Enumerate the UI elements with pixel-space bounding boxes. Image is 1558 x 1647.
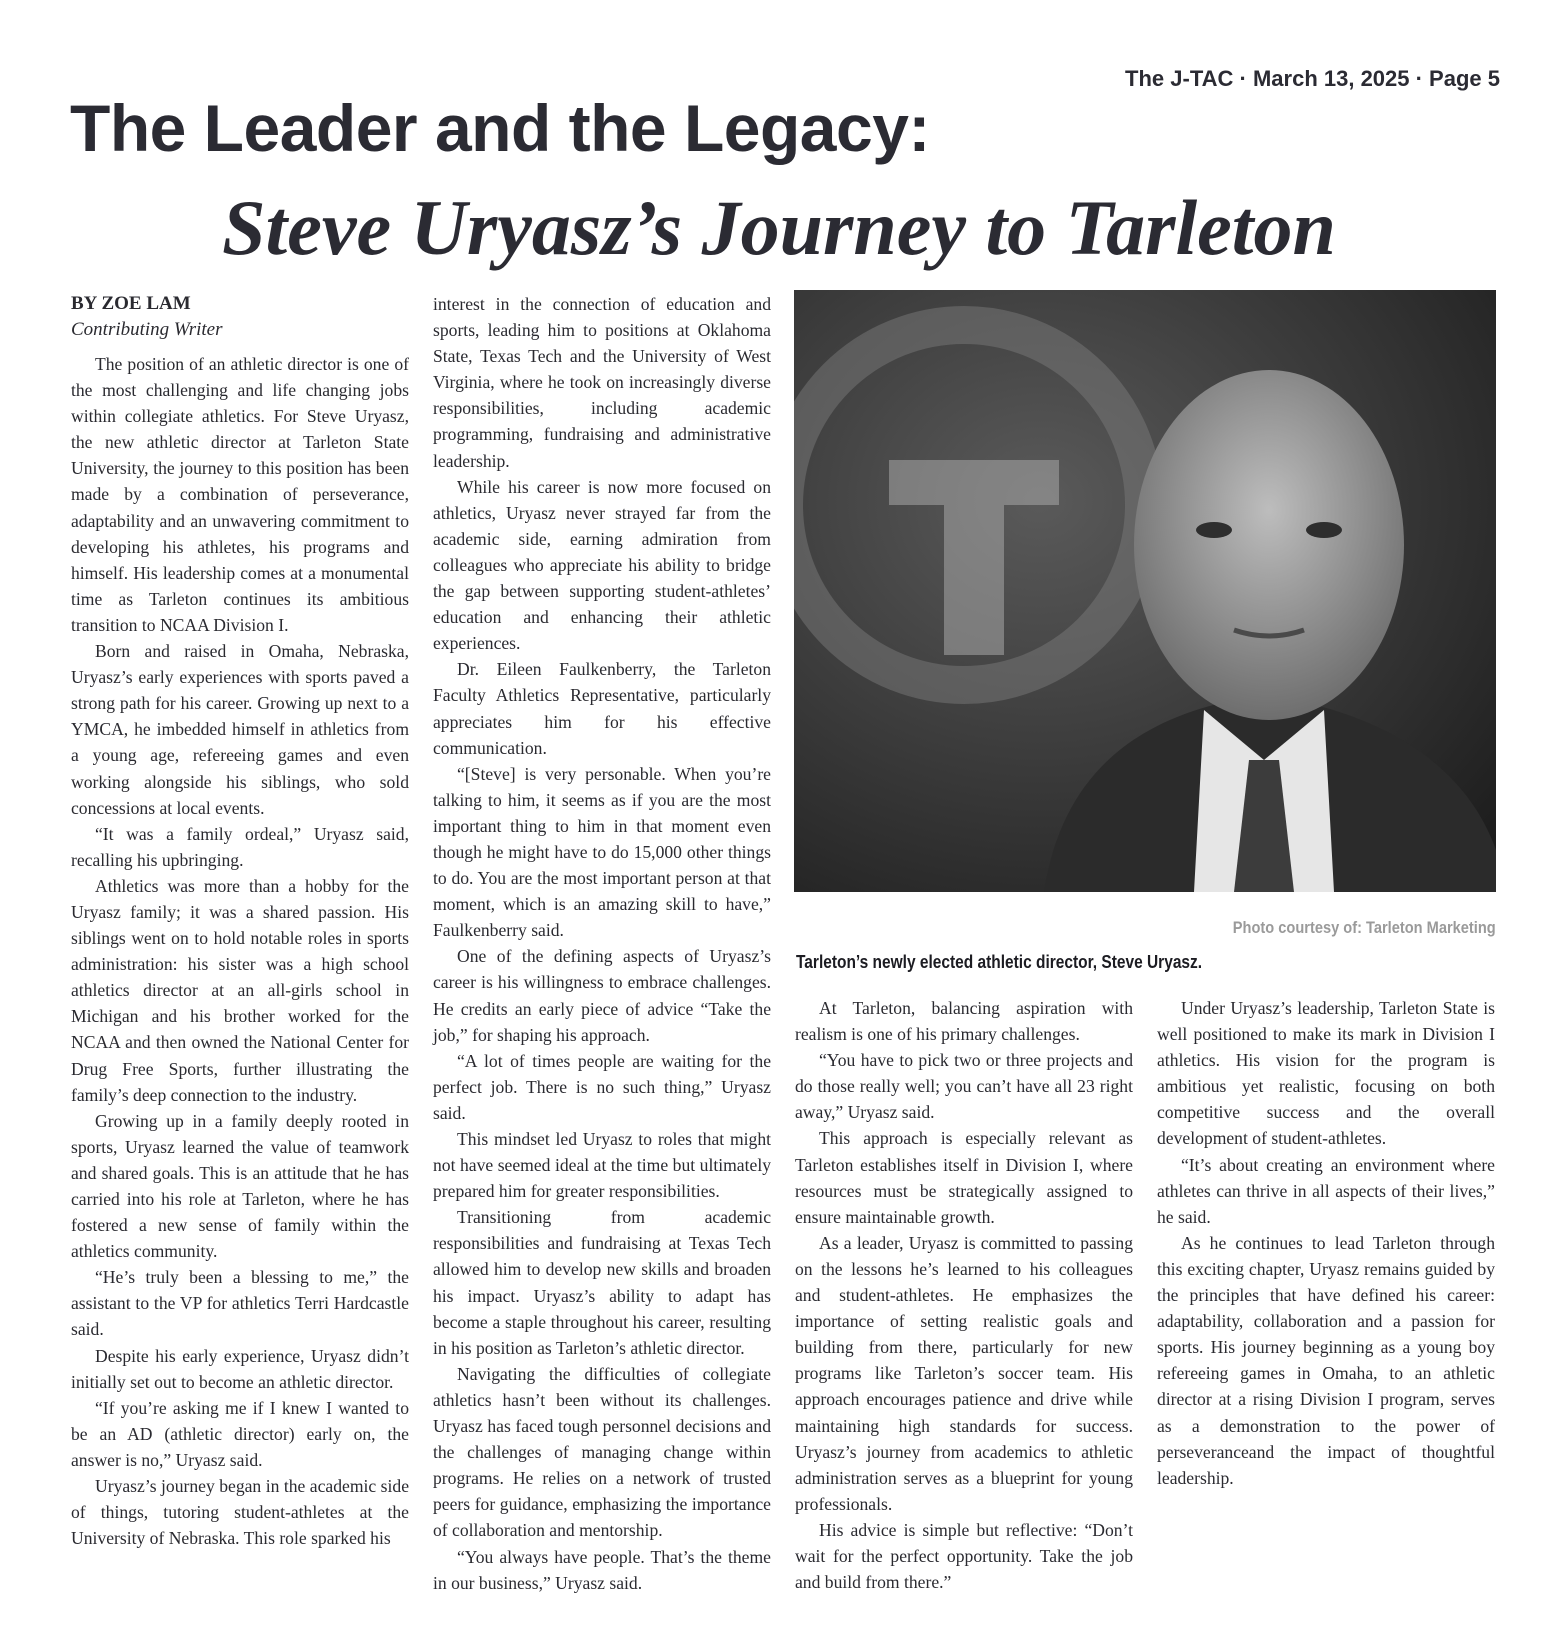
byline-role: Contributing Writer — [71, 319, 223, 340]
headline: The Leader and the Legacy: — [70, 91, 930, 165]
byline: BY ZOE LAM — [71, 293, 191, 314]
paragraph: “You always have people. That’s the theme in our business,” Uryasz said. — [433, 1546, 771, 1593]
paragraph: One of the defining aspects of Uryasz’s career is his willingness to embrace challenges. He credits an early piece of advice “Take the job,” for shaping his approach. — [433, 946, 771, 1045]
paragraph: interest in the connection of education and sports, leading him to positions at Oklahoma State, Texas Tech and the University of West Virginia, where he took on increasingly diverse responsibilities, including academic programming, fundraising and administrative leadership. — [433, 294, 771, 471]
paragraph: The position of an athletic director is one of the most challenging and life changing jobs within collegiate athletics. For Steve Uryasz, the new athletic director at Tarleton State University, the journey to this position has been made by a combination of perseverance, adaptability and an unwavering commitment to developing his athletes, his programs and himself. His leadership comes at a monumental time as Tarleton continues its ambitious transition to NCAA Division I. — [71, 354, 409, 635]
portrait-image — [794, 290, 1496, 892]
paragraph: Dr. Eileen Faulkenberry, the Tarleton Faculty Athletics Representative, particularly appreciates him for his effective communication. — [433, 659, 771, 758]
column-1 — [71, 291, 409, 1551]
paragraph: “If you’re asking me if I knew I wanted to be an AD (athletic director) early on, the answer is no,” Uryasz said. — [71, 1397, 409, 1470]
paragraph: As he continues to lead Tarleton through this exciting chapter, Uryasz remains guided by the principles that have defined his career: adaptability, collaboration and a passion for sports. His journey beginning as a young boy refereeing games in Omaha, to an athletic director at a rising Division I program, serves as a demonstration to the power of perseveranceand the impact of thoughtful leadership. — [1157, 1232, 1495, 1488]
paragraph: As a leader, Uryasz is committed to passing on the lessons he’s learned to his colleagues and student-athletes. He emphasizes the importance of setting realistic goals and building from there, particularly for new programs like Tarleton’s soccer team. His approach encourages patience and drive while maintaining high standards for success. Uryasz’s journey from academics to athletic administration serves as a blueprint for young professionals. — [795, 1232, 1133, 1514]
photo-credit: Photo courtesy of: Tarleton Marketing — [1233, 918, 1496, 937]
paragraph: Athletics was more than a hobby for the Uryasz family; it was a shared passion. His siblings went on to hold notable roles in sports administration: his sister was a high school athletics director at an all-girls school in Michigan and his brother worked for the NCAA and then owned the National Center for Drug Free Sports, further illustrating the family’s deep connection to the industry. — [71, 875, 409, 1105]
paragraph: At Tarleton, balancing aspiration with realism is one of his primary challenges. — [795, 998, 1133, 1045]
paragraph: Born and raised in Omaha, Nebraska, Uryasz’s early experiences with sports paved a strong path for his career. Growing up next to a YMCA, he imbedded himself in athletics from a young age, refereeing games and even working alongside his siblings, who sold concessions at local events. — [71, 641, 409, 818]
paragraph: Navigating the difficulties of collegiate athletics hasn’t been without its challenges. Uryasz has faced tough personnel decisions and the challenges of managing change within programs. He relies on a network of trusted peers for guidance, emphasizing the importance of collaboration and mentorship. — [433, 1363, 771, 1541]
paragraph: “It was a family ordeal,” Uryasz said, recalling his upbringing. — [71, 823, 409, 870]
page-folio: The J-TAC · March 13, 2025 · Page 5 — [1125, 66, 1500, 91]
subheadline: Steve Uryasz’s Journey to Tarleton — [222, 184, 1336, 271]
paragraph: This approach is especially relevant as Tarleton establishes itself in Division I, where resources must be strategically assigned to ensure maintainable growth. — [795, 1128, 1133, 1227]
paragraph: “It’s about creating an environment where athletes can thrive in all aspects of their lives,” he said. — [1157, 1154, 1495, 1227]
paragraph: Despite his early experience, Uryasz didn’t initially set out to become an athletic director. — [71, 1345, 409, 1392]
paragraph: While his career is now more focused on athletics, Uryasz never strayed far from the academic side, earning admiration from colleagues who appreciate his ability to bridge the gap between supporting student-athletes’ education and enhancing their athletic experiences. — [433, 476, 771, 654]
column-3 — [795, 995, 1133, 1595]
paragraph: “A lot of times people are waiting for the perfect job. There is no such thing,” Uryasz said. — [433, 1050, 771, 1123]
paragraph: “[Steve] is very personable. When you’re talking to him, it seems as if you are the most important thing to him in that moment even though he might have to do 15,000 other things to do. You are the most important person at that moment, which is an amazing skill to have,” Faulkenberry said. — [433, 763, 771, 941]
paragraph: “You have to pick two or three projects and do those really well; you can’t have all 23 right away,” Uryasz said. — [795, 1050, 1133, 1123]
paragraph: Under Uryasz’s leadership, Tarleton State is well positioned to make its mark in Division I athletics. His vision for the program is ambitious yet realistic, focusing on both competitive success and the overall development of student-athletes. — [1157, 998, 1495, 1149]
paragraph: “He’s truly been a blessing to me,” the assistant to the VP for athletics Terri Hardcastle said. — [71, 1267, 409, 1340]
photo-caption: Tarleton’s newly elected athletic director, Steve Uryasz. — [796, 952, 1203, 972]
column-2 — [433, 291, 771, 1596]
column-4 — [1157, 995, 1495, 1491]
paragraph: His advice is simple but reflective: “Don’t wait for the perfect opportunity. Take the job and build from there.” — [795, 1519, 1133, 1593]
paragraph: Growing up in a family deeply rooted in sports, Uryasz learned the value of teamwork and shared goals. This is an attitude that he has carried into his role at Tarleton, where he has fostered a new sense of family within the athletics community. — [71, 1110, 409, 1262]
paragraph: This mindset led Uryasz to roles that might not have seemed ideal at the time but ultimately prepared him for greater responsibilities. — [433, 1129, 771, 1202]
paragraph: Transitioning from academic responsibilities and fundraising at Texas Tech allowed him to develop new skills and broaden his impact. Uryasz’s ability to adapt has become a staple throughout his career, resulting in his position as Tarleton’s athletic director. — [433, 1207, 771, 1358]
portrait-photo — [794, 290, 1496, 892]
paragraph: Uryasz’s journey began in the academic side of things, tutoring student-athletes at the University of Nebraska. This role sparked his — [71, 1476, 409, 1549]
